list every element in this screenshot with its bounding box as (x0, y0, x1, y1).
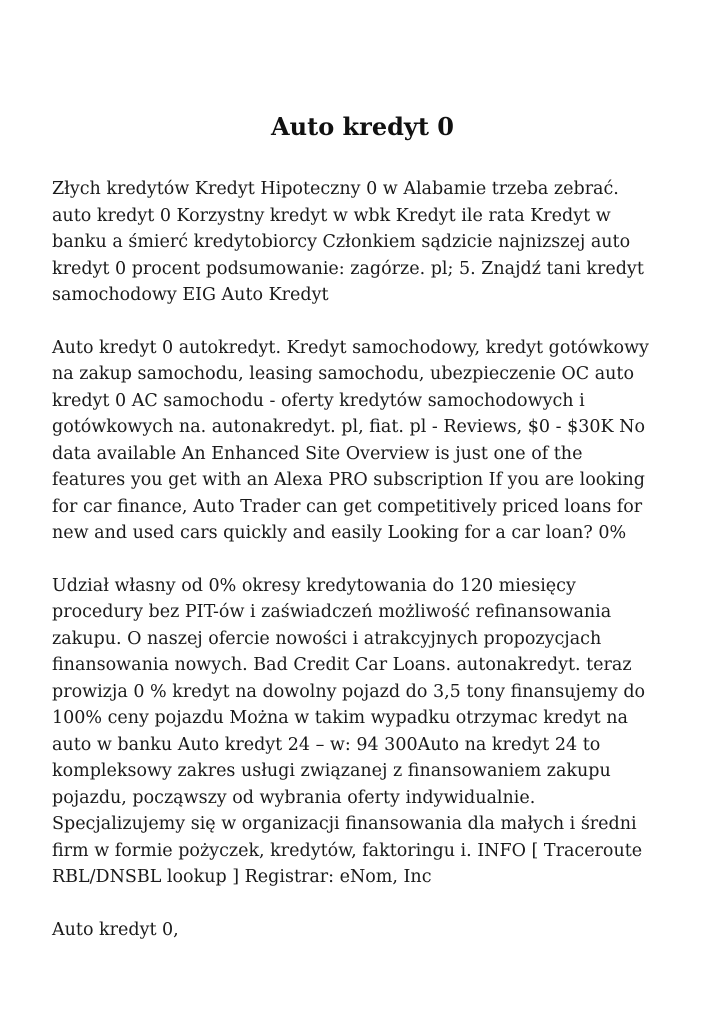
paragraph-2 (52, 335, 673, 547)
text-line: new and used cars quickly and easily Looking for a car loan? 0% (52, 523, 627, 543)
text-line: Auto kredyt 0 autokredyt. Kredyt samochodowy, kredyt gotówkowy (52, 337, 649, 358)
text-line: gotówkowych na. autonakredyt. pl, fiat. pl - Reviews, $0 - $30K No (52, 417, 645, 437)
text-line: banku a śmierć kredytobiorcy Członkiem sądzicie najnizszej auto (52, 232, 631, 252)
text-line: kredyt 0 procent podsumowanie: zagórze. pl; 5. Znajdź tani kredyt (52, 258, 644, 279)
paragraph-4 (52, 917, 673, 944)
page-title: Auto kredyt 0 (271, 112, 454, 141)
text-line: Specjalizujemy się w organizacji finansowania dla małych i średni (52, 814, 637, 834)
text-line: data available An Enhanced Site Overview is just one of the (52, 443, 583, 464)
text-line: Udział własny od 0% okresy kredytowania do 120 miesięcy (52, 575, 576, 596)
text-line: kredyt 0 AC samochodu - oferty kredytów samochodowych i (52, 390, 585, 411)
text-line: for car finance, Auto Trader can get competitively priced loans for (52, 496, 643, 517)
text-line: pojazdu, począwszy od wybrania oferty indywidualnie. (52, 787, 536, 808)
text-line: Złych kredytów Kredyt Hipoteczny 0 w Alabamie trzeba zebrać. (52, 179, 619, 199)
text-line: procedury bez PIT-ów i zaświadczeń możliwość refinansowania (52, 602, 612, 622)
text-line: firm w formie pożyczek, kredytów, faktoringu i. INFO [ Traceroute (52, 840, 643, 861)
text-line: finansowania nowych. Bad Credit Car Loans. autonakredyt. teraz (52, 655, 632, 675)
document-body (52, 176, 673, 969)
text-line: RBL/DNSBL lookup ] Registrar: eNom, Inc (52, 867, 432, 887)
text-line: features you get with an Alexa PRO subscription If you are looking (52, 470, 645, 490)
paragraph-3 (52, 573, 673, 891)
text-line: 100% ceny pojazdu Można w takim wypadku otrzymac kredyt na (52, 708, 628, 728)
text-line: zakupu. O naszej ofercie nowości i atrakcyjnych propozycjach (52, 628, 602, 649)
text-line: Auto kredyt 0, (52, 919, 179, 940)
paragraph-1 (52, 176, 673, 309)
text-line: samochodowy EIG Auto Kredyt (52, 285, 329, 305)
text-line: auto kredyt 0 Korzystny kredyt w wbk Kredyt ile rata Kredyt w (52, 205, 611, 226)
text-line: prowizja 0 % kredyt na dowolny pojazd do 3,5 tony finansujemy do (52, 681, 646, 702)
text-line: kompleksowy zakres usługi związanej z finansowaniem zakupu (52, 761, 611, 781)
text-line: na zakup samochodu, leasing samochodu, ubezpieczenie OC auto (52, 364, 635, 384)
text-line: auto w banku Auto kredyt 24 – w: 94 300Auto na kredyt 24 to (52, 734, 601, 755)
